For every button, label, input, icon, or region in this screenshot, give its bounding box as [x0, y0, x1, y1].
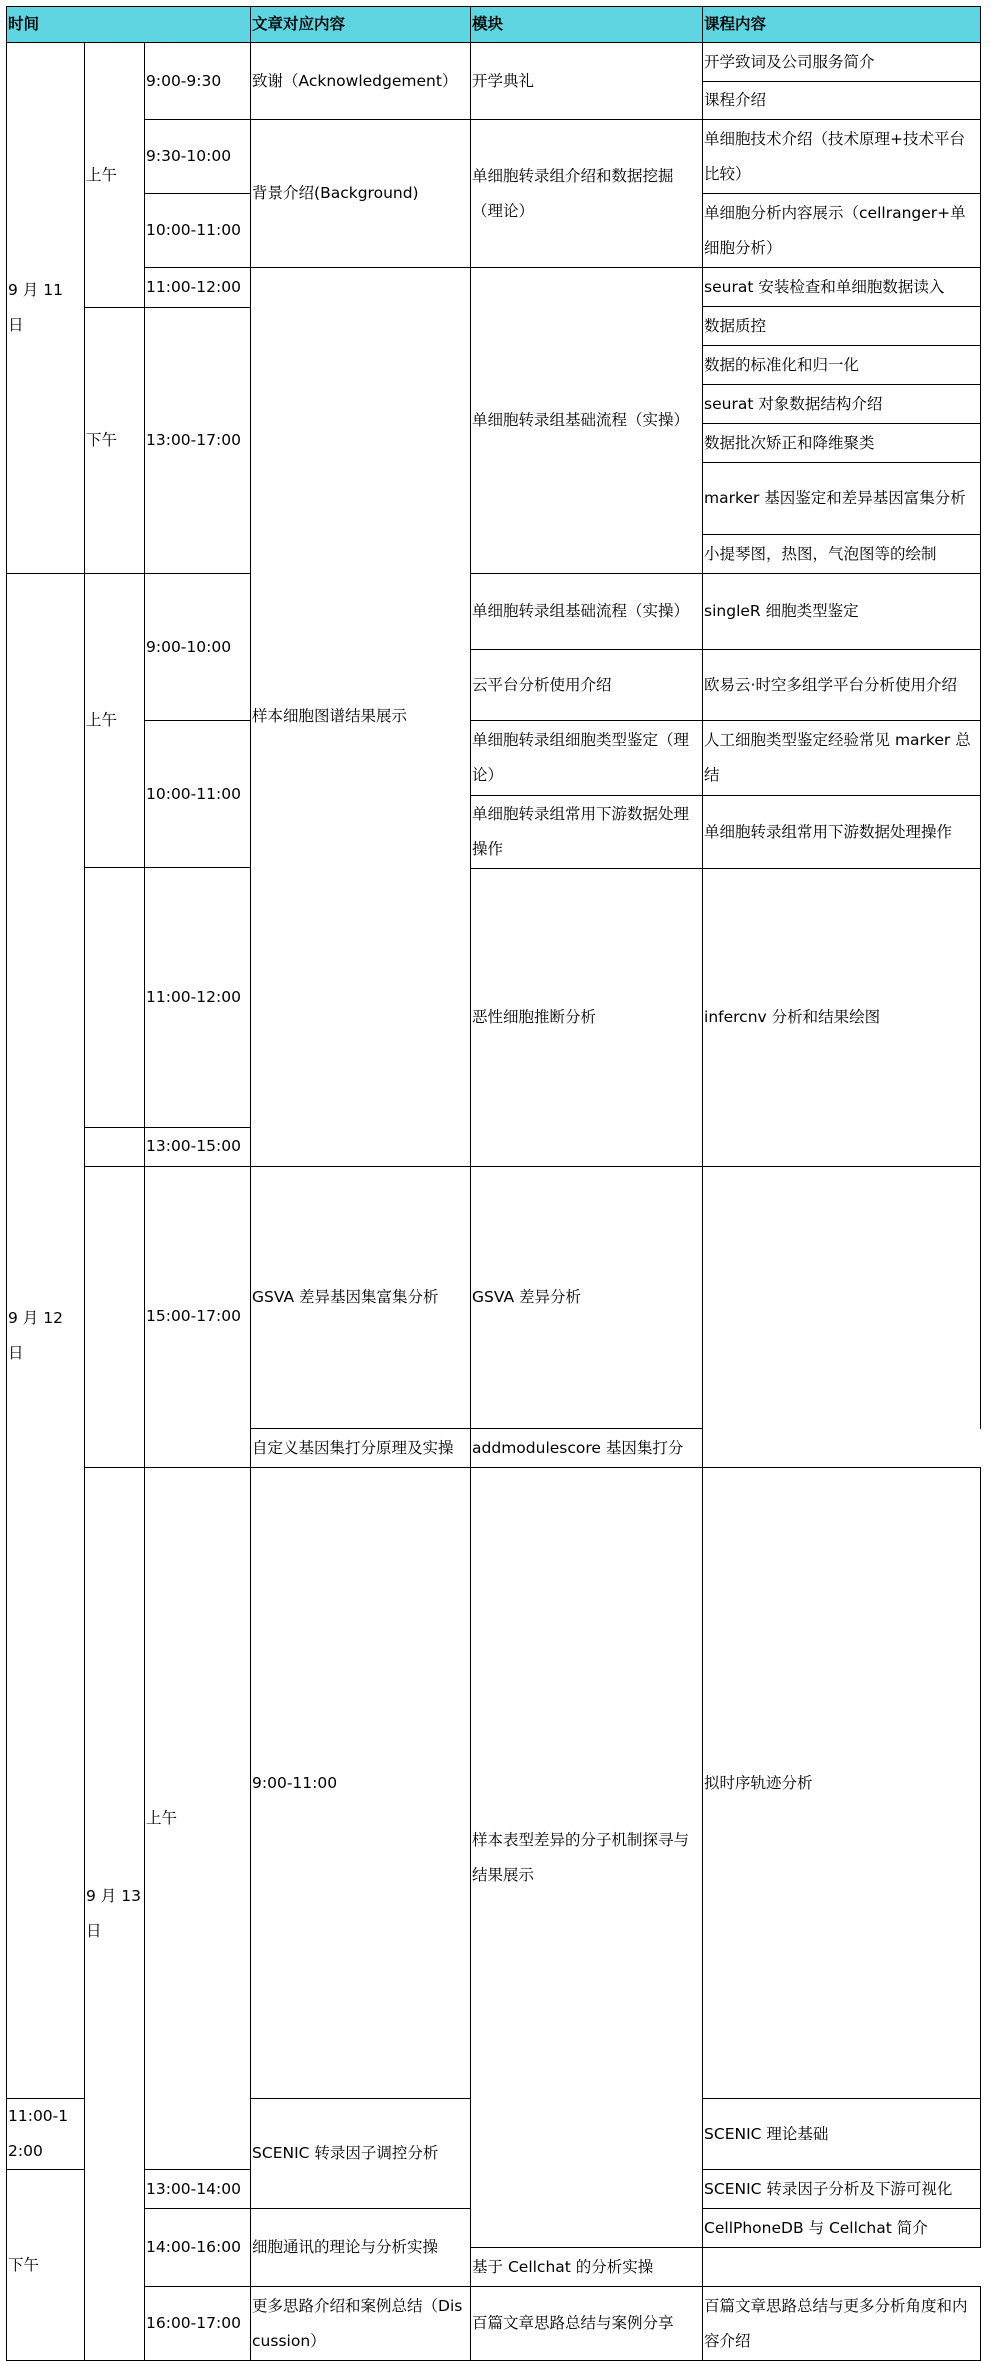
table-row: [7, 574, 981, 650]
content-cell: 百篇文章思路总结与更多分析角度和内容介绍: [703, 2287, 981, 2361]
content-cell: 开学致词及公司服务简介: [703, 43, 981, 82]
content-cell: 课程介绍: [703, 82, 981, 120]
content-cell: 数据的标准化和归一化: [703, 346, 981, 385]
content-cell: 数据批次矫正和降维聚类: [703, 424, 981, 463]
table-row: [7, 43, 981, 82]
content-cell: 单细胞技术介绍（技术原理+技术平台比较）: [703, 120, 981, 194]
period-cell-empty: [85, 1127, 145, 1166]
content-cell: SCENIC 转录因子分析及下游可视化: [703, 2170, 981, 2209]
module-cell: 单细胞转录组细胞类型鉴定（理论）: [471, 721, 703, 796]
content-cell: marker 基因鉴定和差异基因富集分析: [703, 463, 981, 535]
module-cell: 恶性细胞推断分析: [471, 869, 703, 1167]
content-cell: 单细胞分析内容展示（cellranger+单细胞分析）: [703, 194, 981, 268]
content-cell: 单细胞转录组常用下游数据处理操作: [703, 796, 981, 869]
content-cell: GSVA 差异分析: [471, 1166, 703, 1429]
table-row: [7, 268, 981, 307]
module-cell: 云平台分析使用介绍: [471, 650, 703, 721]
time-slot: 9:30-10:00: [145, 120, 251, 194]
content-cell: 欧易云·时空多组学平台分析使用介绍: [703, 650, 981, 721]
time-slot: 14:00-16:00: [145, 2209, 251, 2287]
period-cell-empty: [85, 1166, 145, 1468]
time-slot: 9:00-10:00: [145, 574, 251, 721]
header-module: 模块: [471, 7, 703, 43]
period-cell: 上午: [85, 574, 145, 868]
content-cell: 人工细胞类型鉴定经验常见 marker 总结: [703, 721, 981, 796]
module-cell: GSVA 差异基因集富集分析: [251, 1166, 471, 1429]
content-cell: infercnv 分析和结果绘图: [703, 869, 981, 1167]
time-slot: 11:00-12:00: [7, 2099, 85, 2170]
period-cell: 下午: [85, 308, 145, 574]
article-cell: 更多思路介绍和案例总结（Discussion）: [251, 2287, 471, 2361]
time-slot: 15:00-17:00: [145, 1166, 251, 1468]
day-cell-sep12: 9 月 12 日: [7, 574, 85, 2099]
module-cell: 开学典礼: [471, 43, 703, 120]
time-slot: 9:00-11:00: [251, 1468, 471, 2099]
module-cell: 单细胞转录组介绍和数据挖掘（理论）: [471, 120, 703, 268]
header-content: 课程内容: [703, 7, 981, 43]
table-row: [7, 1166, 981, 1429]
content-cell: addmodulescore 基因集打分: [471, 1429, 703, 1468]
period-cell: 上午: [145, 1468, 251, 2170]
content-cell: CellPhoneDB 与 Cellchat 简介: [703, 2209, 981, 2248]
module-cell: 百篇文章思路总结与案例分享: [471, 2287, 703, 2361]
time-slot: 13:00-17:00: [145, 308, 251, 574]
header-article: 文章对应内容: [251, 7, 471, 43]
content-cell: singleR 细胞类型鉴定: [703, 574, 981, 650]
article-cell: 样本细胞图谱结果展示: [251, 268, 471, 1167]
time-slot: 10:00-11:00: [145, 194, 251, 268]
article-cell: 背景介绍(Background): [251, 120, 471, 268]
period-cell: 下午: [7, 2170, 85, 2361]
module-cell: 单细胞转录组基础流程（实操）: [471, 574, 703, 650]
table-row: [7, 721, 981, 796]
schedule-table: [6, 6, 981, 2361]
article-cell: 致谢（Acknowledgement）: [251, 43, 471, 120]
time-slot: 16:00-17:00: [145, 2287, 251, 2361]
module-cell: 单细胞转录组常用下游数据处理操作: [471, 796, 703, 869]
module-cell: 单细胞转录组基础流程（实操）: [471, 268, 703, 574]
module-cell: 细胞通讯的理论与分析实操: [251, 2209, 471, 2287]
time-slot: 13:00-14:00: [145, 2170, 251, 2209]
content-cell: seurat 对象数据结构介绍: [703, 385, 981, 424]
module-cell: 拟时序轨迹分析: [703, 1468, 981, 2099]
day-cell-sep13: 9 月 13 日: [85, 1468, 145, 2361]
table-row: [7, 120, 981, 194]
content-cell: SCENIC 理论基础: [703, 2099, 981, 2170]
content-cell: seurat 安装检查和单细胞数据读入: [703, 268, 981, 307]
table-row: [7, 1468, 981, 2099]
header-row: [7, 7, 981, 43]
header-time: 时间: [7, 7, 251, 43]
time-slot: 9:00-9:30: [145, 43, 251, 120]
content-cell: 数据质控: [703, 307, 981, 346]
time-slot: 11:00-12:00: [145, 268, 251, 308]
module-cell: 自定义基因集打分原理及实操: [251, 1429, 471, 1468]
period-cell-empty: [85, 868, 145, 1128]
article-cell: 样本表型差异的分子机制探寻与结果展示: [471, 1468, 703, 2248]
content-cell: 小提琴图，热图，气泡图等的绘制: [703, 535, 981, 574]
content-cell: 基于 Cellchat 的分析实操: [471, 2248, 703, 2287]
period-cell: 上午: [85, 43, 145, 308]
module-cell: SCENIC 转录因子调控分析: [251, 2099, 471, 2209]
table-row: [7, 2287, 981, 2361]
day-cell-sep11: 9 月 11 日: [7, 43, 85, 574]
time-slot: 10:00-11:00: [145, 721, 251, 868]
time-slot: 11:00-12:00: [145, 868, 251, 1128]
time-slot: 13:00-15:00: [145, 1127, 251, 1166]
